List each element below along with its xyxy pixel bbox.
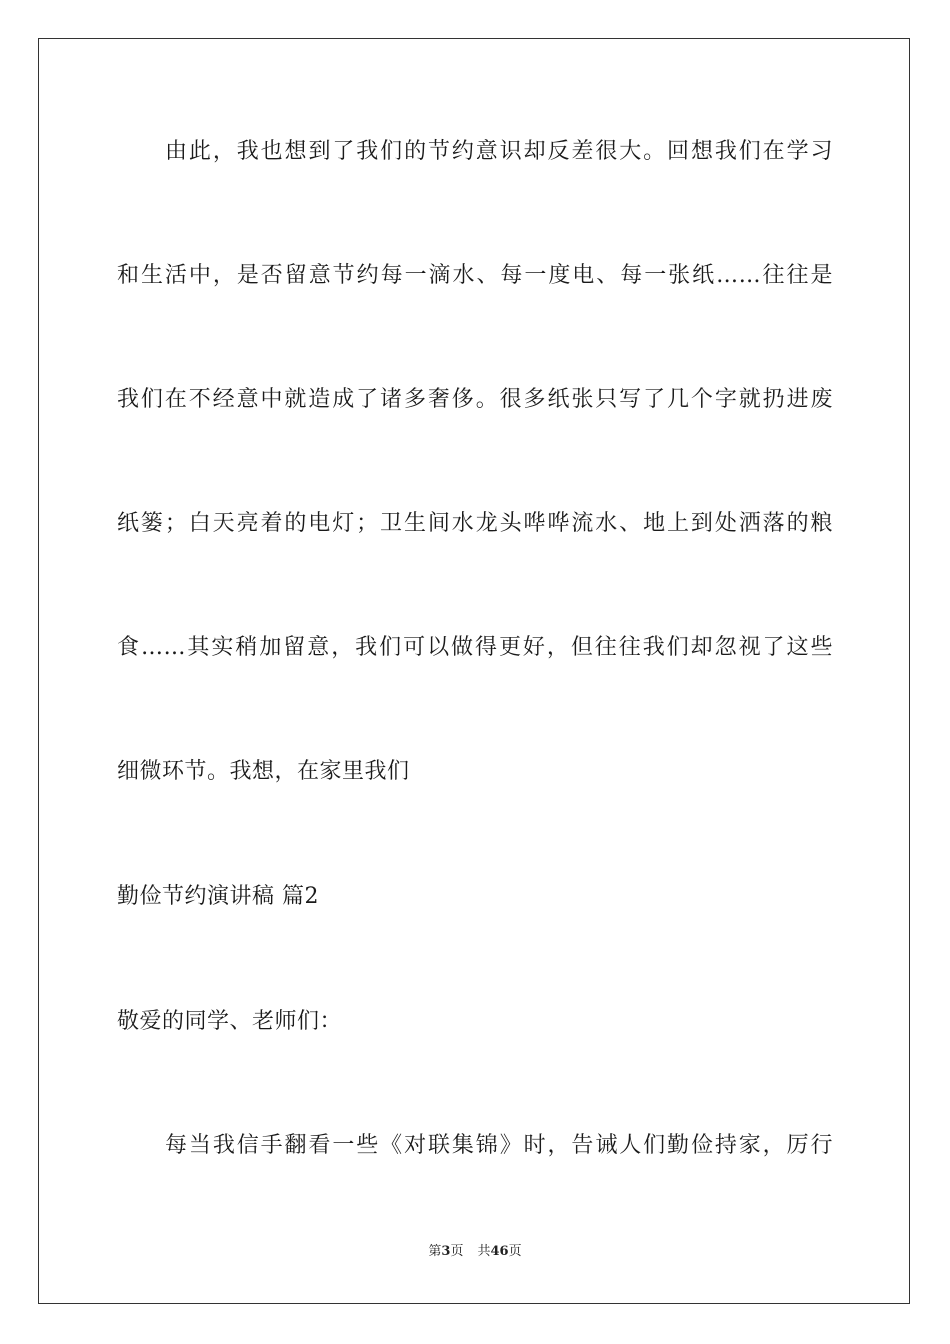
paragraph-2-line-1: 每当我信手翻看一些《对联集锦》时，告诫人们勤俭持家，厉行 [165,1133,833,1158]
salutation: 敬爱的同学、老师们： [117,1009,343,1034]
footer-page-number: 3 [441,1244,451,1259]
section-heading: 勤俭节约演讲稿 篇2 [117,884,319,909]
footer-page-suffix: 页 [450,1244,464,1259]
body-line-6: 细微环节。我想，在家里我们 [117,759,410,784]
footer-page-prefix: 第 [428,1244,442,1259]
body-line-2: 和生活中，是否留意节约每一滴水、每一度电、每一张纸……往往是 [117,263,833,288]
body-line-5: 食……其实稍加留意，我们可以做得更好，但往往我们却忽视了这些 [117,635,833,660]
page-border [38,38,910,1304]
body-line-1: 由此，我也想到了我们的节约意识却反差很大。回想我们在学习 [165,139,833,164]
body-line-4: 纸篓；白天亮着的电灯；卫生间水龙头哗哗流水、地上到处洒落的粮 [117,511,833,536]
footer-total-pages: 46 [490,1244,509,1259]
body-line-3: 我们在不经意中就造成了诸多奢侈。很多纸张只写了几个字就扔进废 [117,387,833,412]
page-footer [0,1243,950,1261]
footer-total-prefix: 共 [477,1244,491,1259]
footer-total-suffix: 页 [508,1244,522,1259]
